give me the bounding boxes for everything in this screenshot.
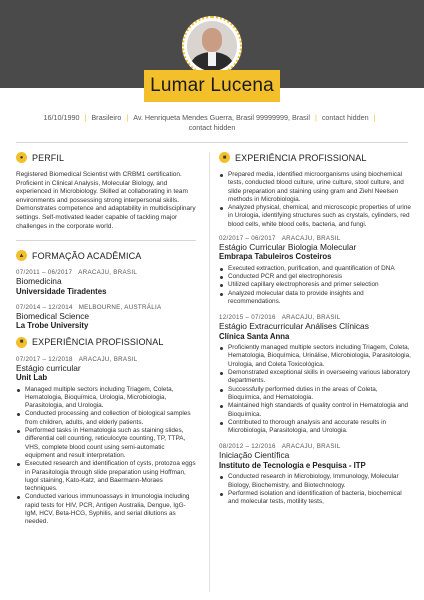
list-item: Analyzed physical, chemical, and microscopic properties of urine in Urologia, identifying structures such as crystals, cylinders, red blood cells, white blood cells, bacteria, and fungi. <box>219 204 411 229</box>
briefcase-icon: ■ <box>16 337 27 348</box>
briefcase-icon: ■ <box>219 152 230 163</box>
list-item: Managed multiple sectors including Triagem, Coleta, Hematologia, Bioquímica, Urologia, Microbiologia, Parasitologia, and Urologia. <box>16 386 196 411</box>
list-item: Utilized capillary electrophoresis and primer selection <box>219 281 411 289</box>
education-item: 07/2011 – 06/2017 ARACAJU, BRASIL Biomedicina Universidade Tiradentes <box>16 269 196 296</box>
experience-item: 08/2012 – 12/2016 ARACAJU, BRASIL Iniciação Científica Instituto de Tecnologia e Pesquisa - ITP Conducted research in Microbiology, Immunology, Molecular Biology, Biochemistry, and Biotechnology. Performed isolation and identification of bacteria, biochemical and molecular tests, motility tests, <box>219 443 411 506</box>
phone[interactable]: contact hidden <box>188 123 236 132</box>
job-title: Estágio Curricular Biologia Molecular <box>219 242 357 253</box>
experience-item: 07/2017 – 12/2018 ARACAJU, BRASIL Estágio curricular Unit Lab Managed multiple sectors including Triagem, Coleta, Hematologia, Bioquímica, Urologia, Microbiologia, Parasitologia, and Urologia. Conducted processing and collection of biological samples from children, adults, and elderly patients. Performed tasks in Hematologia such as staining slides, differential cell counting, reticulocyte counting, TP, TTPA, VHS, complete blood count using semi-automatic equipment and result interpretation. Executed research and identification of cysts, protozoa eggs in Parasitologia through slide preparation using Hoffman, lugol staining, Kato-Katz, and Baermann-Moraes techniques. Conducted various immunoassays in Imunologia including rapid tests for HIV, PCR, Antigen Australia, Dengue, IgG-IgM, HCV, Beta-HCG, Syphilis, and serial dilutions as needed. <box>16 355 196 526</box>
list-item: Prepared media, identified microorganisms using biochemical tests, conducted blood culture, urine culture, stool culture, and slide preparation and staining using gram and Ziehl Neelsen methods in Microbiologia. <box>219 171 411 204</box>
list-item: Demonstrated exceptional skills in overseeing various laboratory departments. <box>219 369 411 386</box>
education-item: 07/2014 – 12/2014 MELBOURNE, AUSTRÁLIA Biomedical Science La Trobe University <box>16 304 196 331</box>
employer: Clínica Santa Anna <box>219 331 290 341</box>
list-item: Maintained high standards of quality control in Hematologia and Bioquímica. <box>219 402 411 419</box>
school: La Trobe University <box>16 321 89 331</box>
name-banner <box>144 70 280 102</box>
bullet-list <box>219 344 411 435</box>
dob: 16/10/1990 <box>43 113 80 122</box>
email[interactable]: contact hidden <box>321 113 369 122</box>
list-item: Performed tasks in Hematologia such as staining slides, differential cell counting, reticulocyte counting, TP, TTPA, VHS, complete blood count using semi-automatic equipment and result interpretation. <box>16 427 196 460</box>
list-item: Executed extraction, purification, and quantification of DNA <box>219 265 411 273</box>
experience-heading: ■ EXPERIÊNCIA PROFISSIONAL <box>16 337 196 348</box>
job-title: Estágio Extracurricular Análises Clínicas <box>219 321 369 332</box>
experience-heading: ■ EXPERIÊNCIA PROFISSIONAL <box>219 152 411 163</box>
list-item: Conducted processing and collection of biological samples from children, adults, and elderly patients. <box>16 410 196 427</box>
bullet-list <box>219 473 411 506</box>
job-title: Estágio curricular <box>16 362 81 373</box>
job-title: Iniciação Científica <box>219 450 290 461</box>
list-item: Conducted research in Microbiology, Immunology, Molecular Biology, Biochemistry, and Biotechnology. <box>219 473 411 490</box>
profile-photo <box>182 16 242 76</box>
degree: Biomedical Science <box>16 310 90 321</box>
person-icon: ● <box>16 152 27 163</box>
section-divider <box>16 240 196 241</box>
list-item: Proficiently managed multiple sectors including Triagem, Coleta, Hematologia, Bioquímica, Urinálise, Microbiologia, Parasitologia, Urologia, and Coleta Toxicológica. <box>219 344 411 369</box>
column-divider <box>209 152 210 592</box>
city: Brasileiro <box>91 113 122 122</box>
avatar <box>187 21 237 71</box>
employer: Instituto de Tecnologia e Pesquisa - ITP <box>219 460 366 470</box>
graduation-cap-icon: ▲ <box>16 250 27 261</box>
list-item: Successfully performed duties in the areas of Coleta, Bioquímica, and Hematologia. <box>219 386 411 403</box>
employer: Embrapa Tabuleiros Costeiros <box>219 252 332 262</box>
list-item: Performed isolation and identification of bacteria, biochemical and molecular tests, motility tests, <box>219 490 411 507</box>
list-item: Contributed to thorough analysis and accurate results in Microbiologia, Parasitologia, and Urologia. <box>219 419 411 436</box>
address: Av. Henriqueta Mendes Guerra, Brasil 99999999, Brasil <box>133 113 310 122</box>
list-item: Analyzed molecular data to provide insights and recommendations. <box>219 290 411 307</box>
list-item: Executed research and identification of cysts, protozoa eggs in Parasitologia through slide preparation using Hoffman, lugol staining, Kato-Katz, and Baermann-Moraes techniques. <box>16 460 196 493</box>
experience-item: 12/2015 – 07/2016 ARACAJU, BRASIL Estágio Extracurricular Análises Clínicas Clínica Santa Anna Proficiently managed multiple sectors including Triagem, Coleta, Hematologia, Bioquímica, Urinálise, Microbiologia, Parasitologia, Urologia, and Coleta Toxicológica. Demonstrated exceptional skills in overseeing various laboratory departments. Successfully performed duties in the areas of Coleta, Bioquímica, and Hematologia. Maintained high standards of quality control in Hematologia and Bioquímica. Contributed to thorough analysis and accurate results in Microbiologia, Parasitologia, and Urologia. <box>219 314 411 435</box>
right-column <box>219 152 411 514</box>
employer: Unit Lab <box>16 373 48 383</box>
education-heading: ▲ FORMAÇÃO ACADÊMICA <box>16 250 196 261</box>
list-item: Conducted various immunoassays in Imunologia including rapid tests for HIV, PCR, Antigen Australia, Dengue, IgG-IgM, HCV, Beta-HCG, Syphilis, and serial dilutions as needed. <box>16 493 196 526</box>
profile-heading: ● PERFIL <box>16 152 196 163</box>
header-divider <box>16 142 408 143</box>
degree: Biomedicina <box>16 276 62 287</box>
contact-line: 16/10/1990 | Brasileiro | Av. Henriqueta Mendes Guerra, Brasil 99999999, Brasil | contact hidden | contact hidden <box>43 113 376 132</box>
school: Universidade Tiradentes <box>16 286 107 296</box>
candidate-name: Lumar Lucena <box>150 75 274 96</box>
list-item: Conducted PCR and gel electrophoresis <box>219 273 411 281</box>
bullet-list <box>16 386 196 527</box>
profile-summary: Registered Biomedical Scientist with CRBM1 certification. Proficient in Clinical Analysis, Molecular Biology, and experienced in Microbiology. Skilled at collaborating in team environments and possessing strong interpersonal skills. Demonstrates competence and adaptability in multidisciplinary settings. Self-motivated leader capable of tackling major challenges in the corporate world. <box>16 171 196 230</box>
experience-item: 02/2017 – 06/2017 ARACAJU, BRASIL Estágio Curricular Biologia Molecular Embrapa Tabuleiros Costeiros Executed extraction, purification, and quantification of DNA Conducted PCR and gel electrophoresis Utilized capillary electrophoresis and primer selection Analyzed molecular data to provide insights and recommendations. <box>219 235 411 306</box>
left-column <box>16 152 196 535</box>
bullet-list <box>219 171 411 229</box>
bullet-list <box>219 265 411 306</box>
